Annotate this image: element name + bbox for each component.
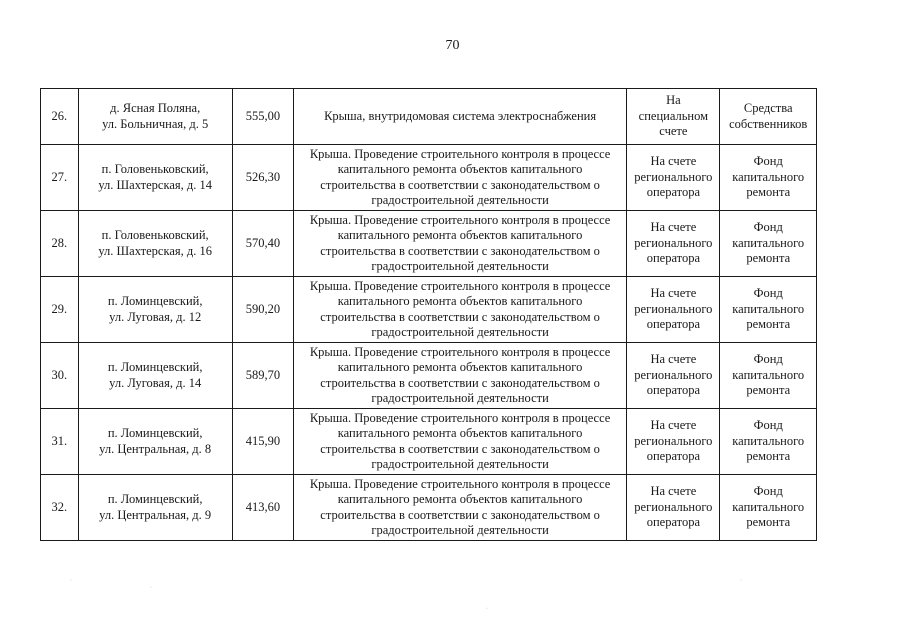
account-type-cell-line: На счете — [650, 484, 697, 499]
account-type-cell — [627, 277, 720, 343]
work-type-cell — [293, 409, 626, 475]
funding-source-cell — [720, 89, 817, 145]
cost-cell: 589,70 — [232, 343, 293, 409]
cost-cell: 555,00 — [232, 89, 293, 145]
account-type-cell — [627, 211, 720, 277]
work-type-cell-line: капитального ремонта объектов капитального — [337, 228, 583, 242]
account-type-cell-line: счете — [659, 124, 688, 139]
funding-source-cell-line: собственников — [729, 116, 808, 131]
work-type-cell-line: градостроительной деятельности — [371, 193, 549, 207]
work-type-cell-line: Крыша. Проведение строительного контроля в процессе — [309, 146, 611, 161]
funding-source-cell — [720, 475, 817, 541]
address-cell-line: п. Головеньковский, — [101, 228, 209, 242]
funding-source-cell — [720, 211, 817, 277]
work-type-cell-line: Крыша. Проведение строительного контроля в процессе — [309, 278, 611, 293]
cost-cell: 526,30 — [232, 145, 293, 211]
funding-source-cell-line: капитального — [732, 433, 805, 448]
table-row — [41, 409, 817, 475]
table-row — [41, 475, 817, 541]
work-type-cell-line: строительства в соответствии с законодательством о — [320, 507, 600, 522]
account-type-cell-line: оператора — [646, 449, 701, 464]
work-type-cell-line: капитального ремонта объектов капитального — [337, 492, 583, 506]
funding-source-cell-line: Фонд — [753, 484, 783, 499]
address-cell — [78, 343, 232, 409]
work-type-cell-line: капитального ремонта объектов капитального — [337, 426, 583, 440]
work-type-cell — [293, 145, 626, 211]
work-type-cell-line: капитального ремонта объектов капитального — [337, 360, 583, 374]
work-type-cell-line: Крыша. Проведение строительного контроля в процессе — [309, 410, 611, 425]
funding-source-cell-line: Фонд — [753, 220, 783, 235]
address-cell-line: п. Ломинцевский, — [107, 426, 203, 440]
row-number-cell: 30. — [41, 343, 79, 409]
funding-source-cell-line: капитального — [732, 301, 805, 316]
funding-source-cell-line: Средства — [743, 101, 793, 115]
address-cell — [78, 211, 232, 277]
cost-cell: 590,20 — [232, 277, 293, 343]
account-type-cell — [627, 343, 720, 409]
table-row — [41, 89, 817, 145]
work-type-cell — [293, 343, 626, 409]
row-number-cell: 28. — [41, 211, 79, 277]
repair-table — [40, 88, 817, 541]
account-type-cell-line: оператора — [646, 317, 701, 332]
account-type-cell-line: На счете — [650, 352, 697, 367]
address-cell-line: ул. Больничная, д. 5 — [102, 116, 209, 131]
funding-source-cell-line: капитального — [732, 169, 805, 184]
row-number-cell: 26. — [41, 89, 79, 145]
account-type-cell-line: оператора — [646, 515, 701, 530]
table-body — [41, 89, 817, 541]
work-type-cell-line: Крыша. Проведение строительного контроля в процессе — [309, 476, 611, 491]
work-type-cell — [293, 211, 626, 277]
work-type-cell-line: строительства в соответствии с законодательством о — [320, 243, 600, 258]
account-type-cell-line: регионального — [634, 169, 713, 184]
address-cell-line: ул. Луговая, д. 12 — [109, 309, 202, 324]
address-cell-line: д. Ясная Поляна, — [110, 101, 201, 115]
funding-source-cell-line: ремонта — [746, 251, 791, 266]
funding-source-cell-line: ремонта — [746, 449, 791, 464]
address-cell — [78, 277, 232, 343]
scan-dot: · — [740, 578, 742, 584]
account-type-cell-line: оператора — [646, 383, 701, 398]
address-cell-line: п. Головеньковский, — [101, 162, 209, 176]
work-type-cell — [293, 475, 626, 541]
account-type-cell — [627, 145, 720, 211]
work-type-cell-line: строительства в соответствии с законодательством о — [320, 375, 600, 390]
cost-cell: 570,40 — [232, 211, 293, 277]
cost-cell: 413,60 — [232, 475, 293, 541]
funding-source-cell-line: Фонд — [753, 154, 783, 169]
account-type-cell-line: регионального — [634, 367, 713, 382]
work-type-cell-line: Крыша. Проведение строительного контроля в процессе — [309, 344, 611, 359]
funding-source-cell-line: ремонта — [746, 383, 791, 398]
funding-source-cell-line: Фонд — [753, 352, 783, 367]
scan-dot: · — [486, 606, 488, 612]
table-row — [41, 343, 817, 409]
work-type-cell-line: строительства в соответствии с законодательством о — [320, 441, 600, 456]
address-cell-line: ул. Луговая, д. 14 — [109, 375, 202, 390]
row-number-cell: 27. — [41, 145, 79, 211]
work-type-cell-line: капитального ремонта объектов капитального — [337, 162, 583, 176]
work-type-cell — [293, 277, 626, 343]
address-cell-line: п. Ломинцевский, — [107, 492, 203, 506]
funding-source-cell-line: капитального — [732, 235, 805, 250]
account-type-cell-line: регионального — [634, 433, 713, 448]
table-row — [41, 145, 817, 211]
scan-dot: · — [150, 585, 152, 591]
account-type-cell-line: регионального — [634, 499, 713, 514]
account-type-cell-line: специальном — [638, 108, 709, 123]
funding-source-cell — [720, 277, 817, 343]
work-type-cell-line: строительства в соответствии с законодательством о — [320, 177, 600, 192]
funding-source-cell-line: ремонта — [746, 317, 791, 332]
scan-dot: · — [70, 578, 72, 584]
funding-source-cell-line: капитального — [732, 499, 805, 514]
row-number-cell: 29. — [41, 277, 79, 343]
row-number-cell: 32. — [41, 475, 79, 541]
account-type-cell-line: На — [666, 93, 681, 108]
page-number: 70 — [445, 38, 460, 53]
address-cell — [78, 409, 232, 475]
account-type-cell-line: На счете — [650, 220, 697, 235]
address-cell — [78, 475, 232, 541]
table-row — [41, 277, 817, 343]
funding-source-cell-line: капитального — [732, 367, 805, 382]
funding-source-cell — [720, 343, 817, 409]
address-cell — [78, 89, 232, 145]
account-type-cell — [627, 409, 720, 475]
account-type-cell-line: регионального — [634, 235, 713, 250]
address-cell-line: п. Ломинцевский, — [107, 360, 203, 374]
funding-source-cell-line: Фонд — [753, 286, 783, 301]
funding-source-cell-line: ремонта — [746, 515, 791, 530]
account-type-cell-line: оператора — [646, 185, 701, 200]
address-cell-line: ул. Шахтерская, д. 14 — [98, 177, 212, 192]
funding-source-cell — [720, 409, 817, 475]
address-cell — [78, 145, 232, 211]
account-type-cell-line: регионального — [634, 301, 713, 316]
work-type-cell-line: капитального ремонта объектов капитального — [337, 294, 583, 308]
account-type-cell — [627, 89, 720, 145]
work-type-cell — [293, 89, 626, 145]
cost-cell: 415,90 — [232, 409, 293, 475]
work-type-cell-line: градостроительной деятельности — [371, 457, 549, 471]
work-type-cell-line: строительства в соответствии с законодательством о — [320, 309, 600, 324]
work-type-cell-line: градостроительной деятельности — [371, 325, 549, 339]
funding-source-cell-line: ремонта — [746, 185, 791, 200]
account-type-cell-line: На счете — [650, 418, 697, 433]
funding-source-cell — [720, 145, 817, 211]
row-number-cell: 31. — [41, 409, 79, 475]
address-cell-line: ул. Шахтерская, д. 16 — [98, 243, 212, 258]
address-cell-line: ул. Центральная, д. 9 — [99, 507, 212, 522]
work-type-cell-line: градостроительной деятельности — [371, 391, 549, 405]
work-type-cell-line: градостроительной деятельности — [371, 523, 549, 537]
account-type-cell — [627, 475, 720, 541]
account-type-cell-line: оператора — [646, 251, 701, 266]
work-type-cell-line: Крыша. Проведение строительного контроля в процессе — [309, 212, 611, 227]
address-cell-line: п. Ломинцевский, — [107, 294, 203, 308]
funding-source-cell-line: Фонд — [753, 418, 783, 433]
account-type-cell-line: На счете — [650, 154, 697, 169]
address-cell-line: ул. Центральная, д. 8 — [99, 441, 212, 456]
account-type-cell-line: На счете — [650, 286, 697, 301]
table-row — [41, 211, 817, 277]
work-type-cell-line: градостроительной деятельности — [371, 259, 549, 273]
work-type-cell-line: Крыша, внутридомовая система электроснабжения — [324, 108, 597, 123]
